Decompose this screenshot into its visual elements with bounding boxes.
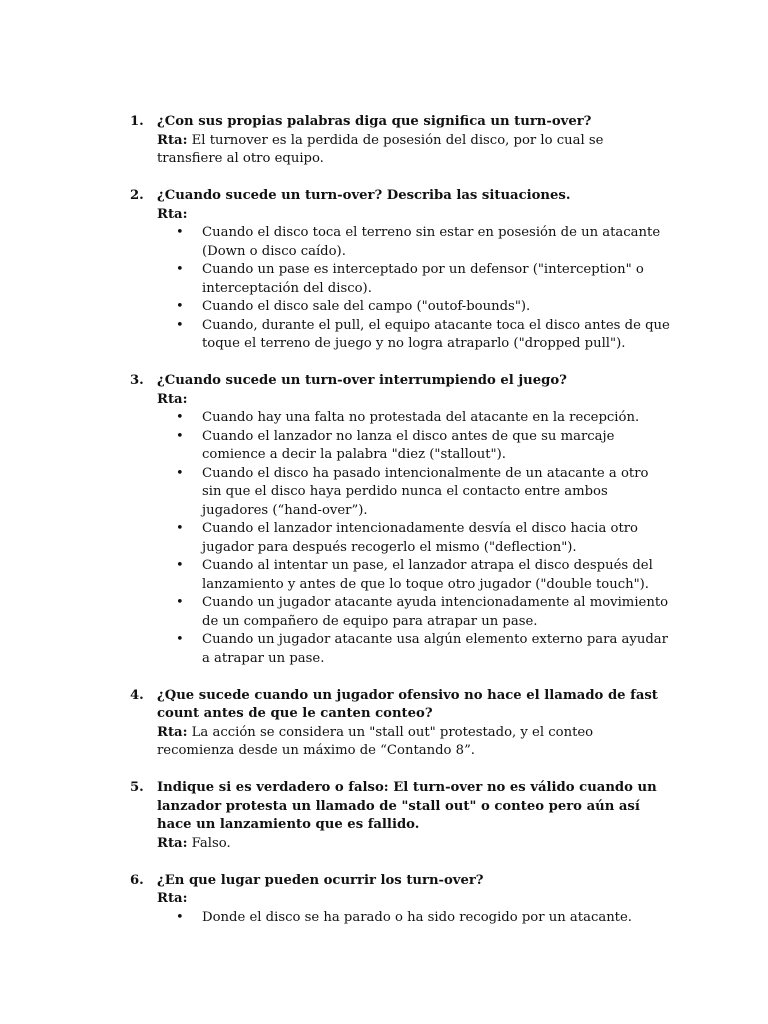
bullet-icon: • (176, 595, 184, 610)
question-item-1 (130, 113, 670, 169)
answer-line (157, 724, 670, 761)
list-item: • Cuando un jugador atacante ayuda intencionadamente al movimiento de un compañero de equipo para atrapar un pase. (176, 595, 669, 629)
answer-line (157, 890, 670, 909)
list-item: • Cuando el lanzador no lanza el disco antes de que su marcaje comience a decir la palabra "diez ("stallout"). (176, 428, 615, 462)
list-item: • Cuando el disco ha pasado intencionalmente de un atacante a otro sin que el disco haya perdido nunca el contacto entre ambos jugadores (“hand-over”). (176, 465, 649, 518)
answer-line (157, 391, 670, 410)
answer-line (157, 132, 670, 169)
list-item: • Cuando hay una falta no protestada del atacante en la recepción. (157, 409, 670, 428)
answer-label: Rta: (157, 132, 188, 148)
answer-label: Rta: (157, 835, 188, 851)
bullet-icon: • (176, 299, 184, 314)
question-item-2 (130, 187, 670, 354)
bullet-icon: • (176, 262, 184, 277)
list-item: • Cuando un jugador atacante usa algún elemento externo para ayudar a atrapar un pase. (176, 632, 668, 666)
list-item: • Cuando el disco sale del campo ("outof-bounds"). (157, 298, 670, 317)
answer-bullet-list (157, 909, 670, 928)
bullet-icon: • (176, 632, 184, 647)
question-item-4 (130, 687, 670, 761)
question-text: Indique si es verdadero o falso: El turn-over no es válido cuando un lanzador protesta un llamado de "stall out" o conteo pero aún así hace un lanzamiento que es fallido. (157, 780, 657, 832)
answer-label: Rta: (157, 206, 188, 222)
bullet-icon: • (176, 558, 184, 573)
answer-text: El turnover es la perdida de posesión del disco, por lo cual se transfiere al otro equipo. (157, 132, 604, 166)
bullet-icon: • (176, 225, 184, 240)
question-text: ¿Cuando sucede un turn-over? Describa las situaciones. (157, 188, 571, 203)
answer-label: Rta: (157, 724, 188, 740)
list-item: • Cuando un pase es interceptado por un defensor ("interception" o interceptación del disco). (176, 262, 644, 296)
question-number: 6. (130, 872, 144, 888)
question-number: 2. (130, 188, 144, 203)
list-item: • Cuando el disco toca el terreno sin estar en posesión de un atacante (Down o disco caído). (176, 225, 661, 259)
answer-label: Rta: (157, 891, 188, 906)
question-item-3 (130, 372, 670, 668)
answer-label: Rta: (157, 391, 188, 407)
question-number: 1. (130, 114, 144, 129)
question-number: 4. (130, 687, 144, 703)
bullet-icon: • (176, 317, 184, 333)
question-number: 3. (130, 373, 144, 388)
question-item-6 (130, 872, 670, 928)
list-item: • Cuando, durante el pull, el equipo atacante toca el disco antes de que toque el terreno de juego y no logra atraparlo ("dropped pull"). (176, 317, 670, 351)
question-text: ¿Que sucede cuando un jugador ofensivo no hace el llamado de fast count antes de que le canten conteo? (157, 687, 658, 721)
question-text: ¿Cuando sucede un turn-over interrumpiendo el juego? (157, 373, 567, 388)
bullet-icon: • (176, 909, 184, 925)
answer-line (157, 206, 670, 225)
question-text: ¿Con sus propias palabras diga que significa un turn-over? (157, 114, 592, 129)
question-list (130, 113, 670, 946)
answer-text: Falso. (187, 835, 231, 851)
bullet-icon: • (176, 428, 184, 444)
answer-bullet-list (157, 409, 670, 668)
answer-text: La acción se considera un "stall out" protestado, y el conteo recomienza desde un máximo de “Contando 8”. (157, 724, 594, 758)
bullet-icon: • (176, 410, 184, 425)
question-text: ¿En que lugar pueden ocurrir los turn-over? (157, 872, 484, 888)
list-item: • Cuando el lanzador intencionadamente desvía el disco hacia otro jugador para después recogerlo el mismo ("deflection"). (176, 521, 638, 555)
question-number: 5. (130, 780, 144, 795)
answer-line (157, 835, 670, 854)
answer-bullet-list (157, 224, 670, 354)
list-item: • Cuando al intentar un pase, el lanzador atrapa el disco después del lanzamiento y antes de que lo toque otro jugador ("double touch"). (176, 558, 653, 592)
bullet-icon: • (176, 465, 184, 481)
question-item-5 (130, 779, 670, 853)
list-item: • Donde el disco se ha parado o ha sido recogido por un atacante. (157, 909, 670, 928)
bullet-icon: • (176, 521, 184, 536)
